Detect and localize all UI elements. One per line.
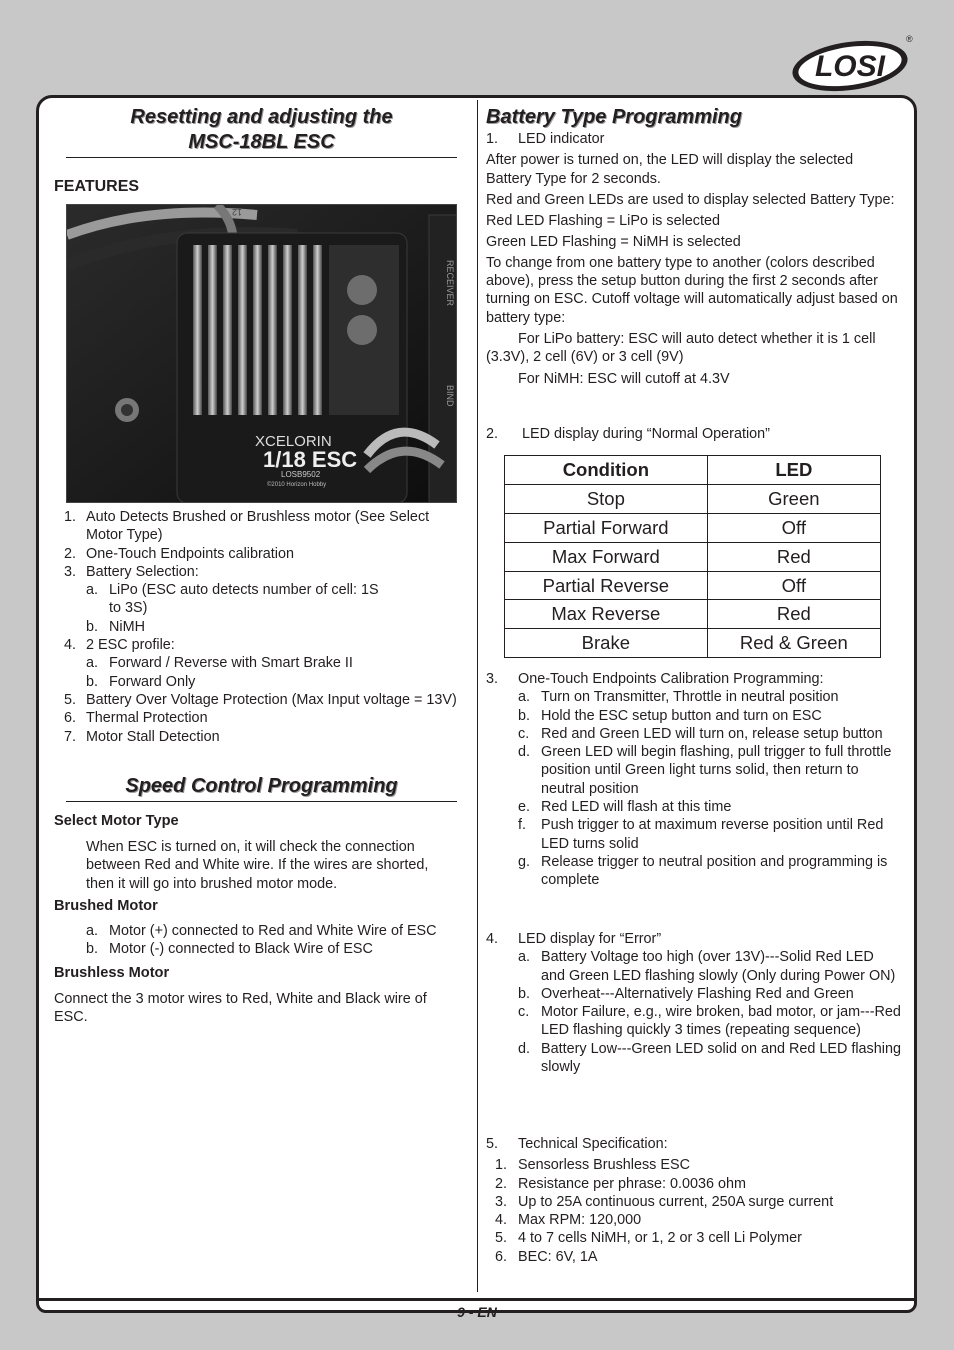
list-item: g. Release trigger to neutral position and programming is complete (518, 853, 888, 889)
list-item: 5. Technical Specification: (486, 1136, 668, 1152)
paragraph: Green LED Flashing = NiMH is selected (486, 234, 741, 251)
table-row: Max Reverse Red (505, 600, 881, 629)
paragraph: For NiMH: ESC will cutoff at 4.3V (518, 370, 730, 387)
brushed-list (86, 922, 466, 959)
list-item: 6. BEC: 6V, 1A (495, 1248, 598, 1265)
features-heading: FEATURES (54, 178, 140, 195)
error-section (486, 930, 901, 1076)
table-row: Max Forward Red (505, 542, 881, 571)
battery-type-section (486, 130, 901, 388)
list-item: 1. Auto Detects Brushed or Brushless motor (See Select Motor Type) (64, 509, 430, 544)
table-header: Condition (505, 456, 708, 485)
table-header-row (505, 456, 881, 485)
photo-brand-text: XCELORIN (255, 433, 332, 450)
list-item: 1. LED indicator (486, 131, 605, 147)
list-item: c. Red and Green LED will turn on, release setup button (518, 725, 883, 742)
features-list (64, 508, 459, 746)
page-title-line2: MSC-18BL ESC (188, 131, 335, 153)
select-motor-text: When ESC is turned on, it will check the connection between Red and White wire. If the wires are shorted, then it will go into brushed motor mode. (86, 839, 429, 892)
brushed-motor-heading: Brushed Motor (54, 898, 158, 914)
list-item: a. Motor (+) connected to Red and White Wire of ESC (86, 923, 437, 939)
photo-copyright-text: ©2010 Horizon Hobby (267, 482, 327, 488)
table-row: Brake Red & Green (505, 629, 881, 658)
list-item: 5. 4 to 7 cells NiMH, or 1, 2 or 3 cell Li Polymer (495, 1230, 802, 1247)
list-item: 4. 2 ESC profile: (64, 637, 175, 654)
losi-logo (790, 36, 910, 92)
list-item: 3. One-Touch Endpoints Calibration Programming: (486, 671, 824, 687)
page-number: 9 - EN (457, 1304, 497, 1320)
spec-section (486, 1135, 901, 1266)
title-rule (66, 157, 457, 158)
page-title-line1: Resetting and adjusting the (130, 106, 393, 128)
paragraph: To change from one battery type to another (colors described above), press the setup button during the first 2 seconds after turning on ESC. Cutoff voltage will automatically adjust based on battery type: (486, 254, 898, 326)
list-item: c. Motor Failure, e.g., wire broken, bad motor, or jam---Red LED flashing quickly 3 times (repeating sequence) (518, 1004, 901, 1039)
list-item: b. Forward Only (86, 673, 196, 690)
list-item: d. Green LED will begin flashing, pull trigger to full throttle position until Green light turns solid, then return to neutral position (518, 744, 892, 797)
list-item: 3. Battery Selection: (64, 563, 199, 580)
normal-operation-label: 2. LED display during “Normal Operation” (486, 426, 770, 442)
paragraph: After power is turned on, the LED will display the selected Battery Type for 2 seconds. (486, 152, 854, 187)
list-item: 5. Battery Over Voltage Protection (Max Input voltage = 13V) (64, 691, 457, 708)
list-item: 2. One-Touch Endpoints calibration (64, 545, 294, 562)
paragraph: For LiPo battery: ESC will auto detect whether it is 1 cell (3.3V), 2 cell (6V) or 3 cell (9V) (486, 330, 876, 366)
brushless-motor-heading: Brushless Motor (54, 965, 170, 981)
speed-control-title: Speed Control Programming (125, 775, 398, 797)
column-divider (477, 100, 478, 1292)
list-item: f. Push trigger to at maximum reverse position until Red LED turns solid (518, 817, 884, 852)
list-item: 6. Thermal Protection (64, 710, 208, 727)
list-item: b. Motor (-) connected to Black Wire of ESC (86, 941, 373, 958)
list-item: e. Red LED will flash at this time (518, 799, 732, 816)
photo-part-text: LOSB9502 (281, 470, 321, 479)
photo-bind-label: BIND (445, 385, 455, 407)
led-status-table (504, 455, 881, 658)
select-motor-heading: Select Motor Type (54, 813, 179, 829)
list-item: b. Overheat---Alternatively Flashing Red and Green (518, 985, 854, 1002)
photo-receiver-label: RECEIVER (445, 260, 455, 307)
list-item: 4. LED display for “Error” (486, 931, 662, 947)
paragraph: Red and Green LEDs are used to display selected Battery Type: (486, 191, 895, 208)
speed-title-rule (66, 801, 457, 802)
list-item: 7. Motor Stall Detection (64, 728, 220, 745)
photo-wire-label: 12 (231, 207, 242, 217)
list-item: d. Battery Low---Green LED solid on and Red LED flashing slowly (518, 1040, 901, 1076)
table-header: LED (707, 456, 880, 485)
list-item: 2. Resistance per phrase: 0.0036 ohm (495, 1175, 746, 1192)
table-row: Partial Reverse Off (505, 571, 881, 600)
battery-type-title: Battery Type Programming (486, 106, 742, 128)
esc-photo (66, 204, 457, 503)
list-item: a. Forward / Reverse with Smart Brake II (86, 655, 353, 672)
calibration-section (486, 670, 901, 890)
list-item: 1. Sensorless Brushless ESC (495, 1157, 690, 1174)
table-row: Stop Green (505, 484, 881, 513)
logo-text: LOSI (814, 50, 886, 83)
list-item: 4. Max RPM: 120,000 (495, 1212, 642, 1229)
paragraph: Red LED Flashing = LiPo is selected (486, 213, 720, 230)
list-item: a. Battery Voltage too high (over 13V)---Solid Red LED and Green LED flashing slowly (Only during Power ON) (518, 949, 896, 984)
panel-bottom-rule (36, 1298, 917, 1301)
list-item: a. Turn on Transmitter, Throttle in neutral position (518, 689, 839, 706)
table-row: Partial Forward Off (505, 513, 881, 542)
list-item: b. Hold the ESC setup button and turn on ESC (518, 707, 822, 724)
list-item: a. LiPo (ESC auto detects number of cell: 1S to 3S) (86, 582, 379, 617)
photo-model-text: 1/18 ESC (263, 447, 358, 472)
list-item: 3. Up to 25A continuous current, 250A surge current (495, 1193, 834, 1210)
brushless-text: Connect the 3 motor wires to Red, White and Black wire of ESC. (54, 991, 427, 1026)
list-item: b. NiMH (86, 618, 145, 635)
registered-mark: ® (906, 34, 913, 44)
